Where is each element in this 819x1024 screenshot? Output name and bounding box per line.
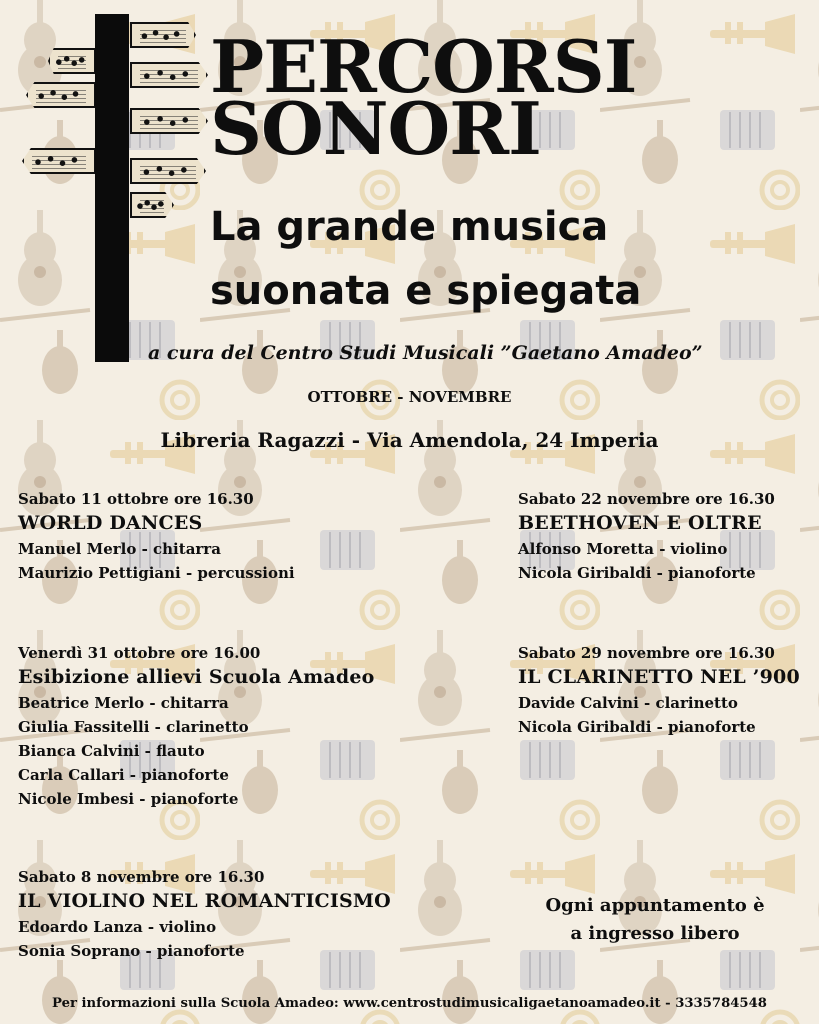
period-label: OTTOBRE - NOVEMBRE [307,388,512,406]
signpost-arrow [22,148,96,174]
venue-label: Libreria Ragazzi - Via Amendola, 24 Imperia [160,428,659,452]
event-block [18,488,295,585]
event-title: BEETHOVEN E OLTRE [518,512,762,534]
event-block [18,866,391,963]
event-title: Esibizione allievi Scuola Amadeo [18,666,375,688]
signpost-arrow [130,22,196,48]
subtitle-line1: La grande musica [210,204,609,250]
event-title: IL VIOLINO NEL ROMANTICISMO [18,890,391,912]
signpost-arrow [130,108,208,134]
signpost-arrow [130,62,208,88]
event-date: Sabato 29 novembre ore 16.30 [518,644,775,662]
event-performer: Sonia Soprano - pianoforte [18,942,245,960]
event-date: Venerdì 31 ottobre ore 16.00 [18,644,261,662]
free-entry-notice [500,892,810,948]
page-title-line2: SONORI [210,86,541,171]
curator-line: a cura del Centro Studi Musicali ”Gaetano Amadeo” [148,342,703,364]
signpost-arrow [26,82,96,108]
event-performer: Maurizio Pettigiani - percussioni [18,564,295,582]
page-title-line1: PERCORSI [210,24,637,109]
event-block [518,642,800,739]
event-date: Sabato 22 novembre ore 16.30 [518,490,775,508]
event-performer: Bianca Calvini - flauto [18,742,205,760]
free-entry-line1: Ogni appuntamento è [545,895,765,916]
signpost-arrow [130,192,174,218]
event-performer: Beatrice Merlo - chitarra [18,694,229,712]
free-entry-line2: a ingresso libero [570,923,740,944]
event-performer: Alfonso Moretta - violino [518,540,728,558]
event-performer: Manuel Merlo - chitarra [18,540,221,558]
event-performer: Nicola Giribaldi - pianoforte [518,718,756,736]
event-performer: Nicola Giribaldi - pianoforte [518,564,756,582]
event-date: Sabato 11 ottobre ore 16.30 [18,490,254,508]
signpost-arrow [48,48,96,74]
signpost-post [95,14,129,362]
event-title: IL CLARINETTO NEL ’900 [518,666,800,688]
event-performer: Carla Callari - pianoforte [18,766,229,784]
event-block [18,642,375,811]
signpost-arrow [130,158,206,184]
event-performer: Giulia Fassitelli - clarinetto [18,718,249,736]
event-performer: Edoardo Lanza - violino [18,918,217,936]
event-block [518,488,775,585]
subtitle-line2: suonata e spiegata [210,268,642,314]
event-title: WORLD DANCES [18,512,203,534]
event-performer: Nicole Imbesi - pianoforte [18,790,239,808]
footer-info: Per informazioni sulla Scuola Amadeo: www.centrostudimusicaligaetanoamadeo.it - 3335784548 [52,996,767,1011]
event-performer: Davide Calvini - clarinetto [518,694,738,712]
event-date: Sabato 8 novembre ore 16.30 [18,868,265,886]
